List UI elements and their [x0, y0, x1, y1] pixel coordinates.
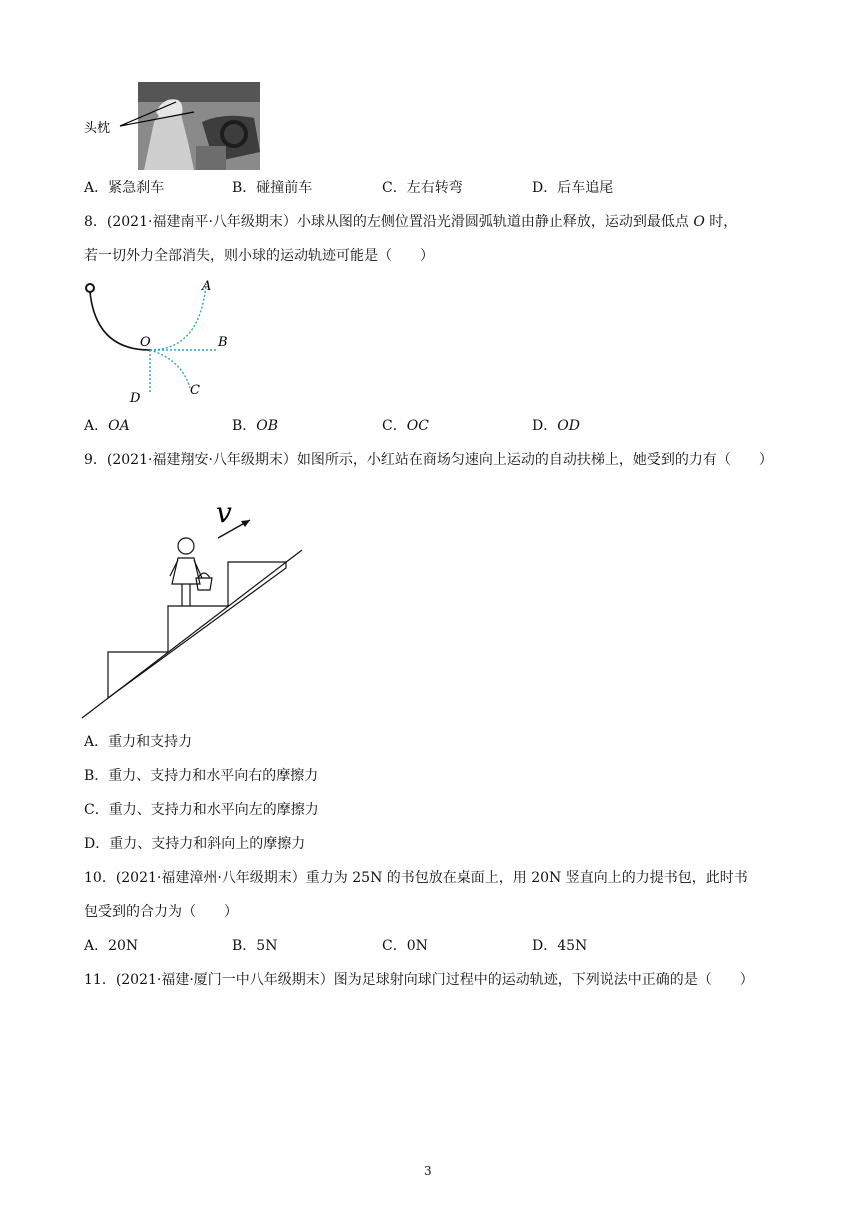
q7-option-b[interactable]: B．碰撞前车 — [232, 180, 313, 196]
q8-stem-tail: 时， — [704, 214, 738, 230]
q9-option-c[interactable]: C．重力、支持力和水平向左的摩擦力 — [84, 802, 319, 818]
q8-option-a[interactable] — [84, 416, 130, 436]
ball-icon — [86, 284, 94, 292]
q8-option-c-value: OC — [406, 418, 429, 434]
q10-option-b[interactable]: B．5N — [232, 938, 278, 954]
velocity-label: v — [216, 496, 232, 529]
q10-option-d[interactable]: D．45N — [532, 938, 588, 954]
car-interior-photo — [84, 82, 264, 170]
label-o: O — [140, 335, 151, 350]
q8-option-b[interactable] — [232, 416, 278, 436]
q9-option-b[interactable]: B．重力、支持力和水平向右的摩擦力 — [84, 768, 319, 784]
q7-option-c[interactable]: C．左右转弯 — [382, 180, 463, 196]
q8-stem-line1 — [84, 212, 737, 232]
path-oc — [150, 350, 190, 388]
q9-option-a[interactable]: A．重力和支持力 — [84, 734, 193, 750]
person-icon — [170, 538, 212, 606]
q7-option-a[interactable]: A．紧急刹车 — [84, 180, 165, 196]
label-d: D — [130, 391, 141, 406]
label-c: C — [190, 383, 200, 398]
escalator-figure — [78, 494, 308, 722]
car-headrest-figure — [84, 82, 264, 170]
headrest-label: 头枕 — [84, 121, 111, 136]
q10-option-a[interactable]: A．20N — [84, 938, 139, 954]
q8-option-c[interactable] — [382, 416, 429, 436]
label-b: B — [218, 335, 228, 350]
q8-stem-text: 8．(2021·福建南平·八年级期末）小球从图的左侧位置沿光滑圆弧轨道由静止释放，运动到最低点 — [84, 214, 694, 230]
q8-option-d-value: OD — [557, 418, 580, 434]
path-oa — [150, 284, 206, 350]
q10-stem-line1: 10．(2021·福建漳州·八年级期末）重力为 25N 的书包放在桌面上，用 20N 竖直向上的力提书包，此时书 — [84, 870, 748, 886]
page-number: 3 — [424, 1164, 432, 1178]
q8-option-b-letter: B． — [232, 418, 257, 434]
q8-option-b-value: OB — [256, 418, 279, 434]
q8-option-c-letter: C． — [382, 418, 407, 434]
q11-stem: 11．(2021·福建·厦门一中八年级期末）图为足球射向球门过程中的运动轨迹，下列说法中正确的是（ ） — [84, 972, 754, 988]
q8-stem-line2: 若一切外力全部消失，则小球的运动轨迹可能是（ ） — [84, 248, 434, 264]
q8-point-o: O — [693, 214, 705, 230]
label-a: A — [202, 279, 212, 294]
arc-track-figure — [80, 278, 240, 408]
q8-option-a-value: OA — [108, 418, 130, 434]
q8-option-a-letter: A． — [84, 418, 109, 434]
q9-stem: 9．(2021·福建翔安·八年级期末）如图所示，小红站在商场匀速向上运动的自动扶梯上，她受到的力有（ ） — [84, 452, 773, 468]
q10-option-c[interactable]: C．0N — [382, 938, 428, 954]
q8-option-d-letter: D． — [532, 418, 558, 434]
q10-stem-line2: 包受到的合力为（ ） — [84, 904, 238, 920]
q7-option-d[interactable]: D．后车追尾 — [532, 180, 614, 196]
q8-option-d[interactable] — [532, 416, 580, 436]
q9-option-d[interactable]: D．重力、支持力和斜向上的摩擦力 — [84, 836, 306, 852]
